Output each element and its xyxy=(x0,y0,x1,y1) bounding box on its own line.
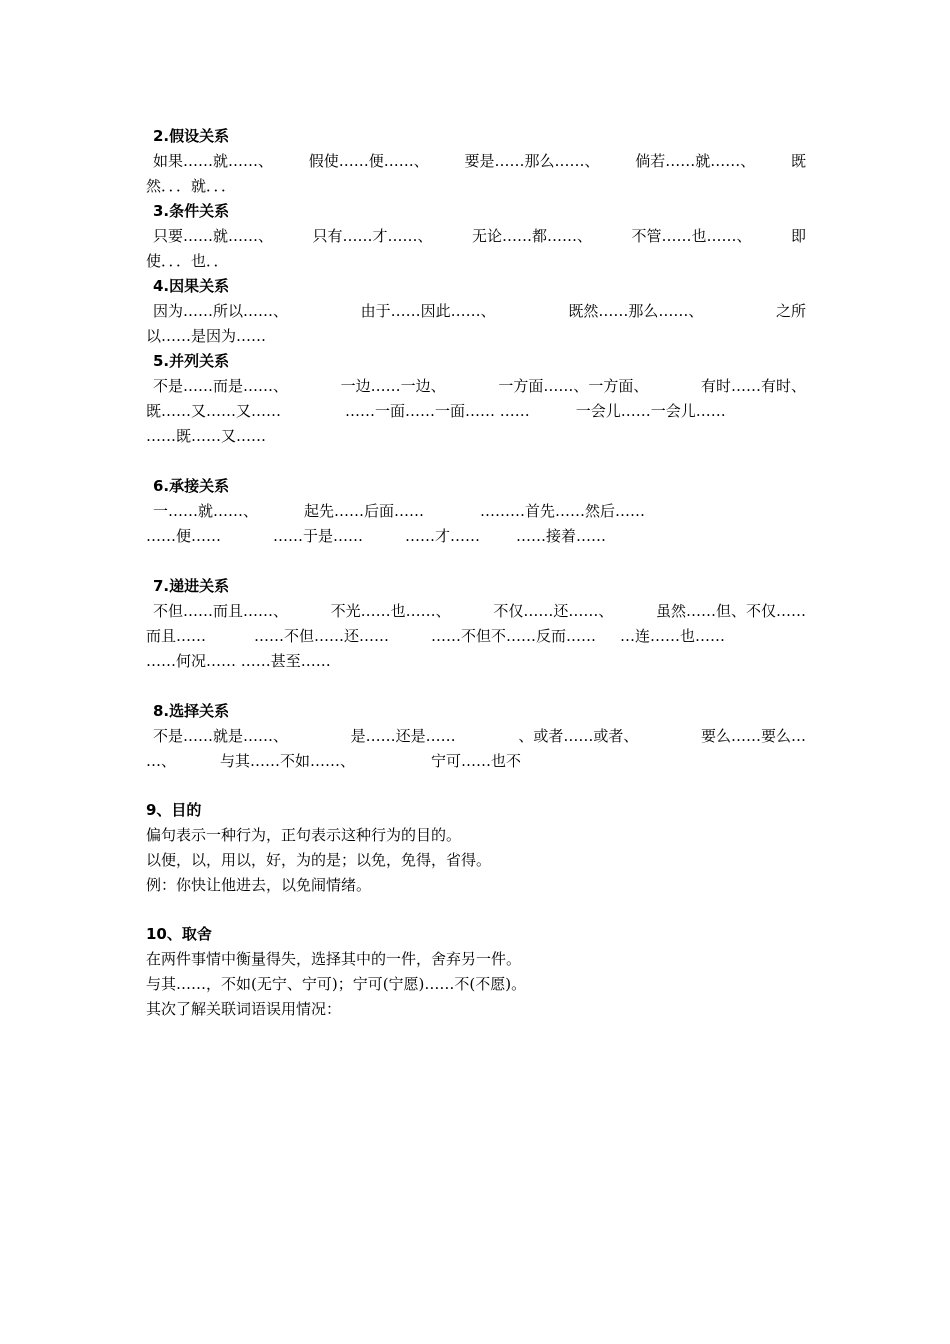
heading-hypothetical: 2.假设关系 xyxy=(153,127,230,145)
conjunction-item: …、 xyxy=(146,752,177,770)
purpose-line: 例：你快让他进去，以免闹情绪。 xyxy=(146,876,372,894)
progressive-line-2 xyxy=(146,624,806,649)
conjunction-item: 无论……都……、 xyxy=(471,227,592,245)
conjunction-item: 是……还是…… xyxy=(350,727,456,745)
conjunction-item: 如果……就……、 xyxy=(153,152,274,170)
conjunction-item: 不是……而是……、 xyxy=(153,377,289,395)
conjunction-item: 起先……后面…… xyxy=(304,502,425,520)
conjunction-item: 有时……有时、 xyxy=(700,377,806,395)
conjunction-item: 不管……也……、 xyxy=(631,227,752,245)
conjunction-item: …连……也…… xyxy=(620,627,726,645)
heading-purpose: 9、目的 xyxy=(146,801,202,819)
hypothetical-line-1 xyxy=(146,149,806,174)
conjunction-item: 因为……所以……、 xyxy=(153,302,289,320)
progressive-line-1 xyxy=(146,599,806,624)
conjunction-item: 只有……才……、 xyxy=(312,227,433,245)
conjunction-item: 既然……那么……、 xyxy=(568,302,704,320)
heading-causal: 4.因果关系 xyxy=(153,277,230,295)
conjunction-item: 即 xyxy=(790,227,806,245)
conjunction-item: 既……又……又…… xyxy=(146,402,282,420)
causal-line-1 xyxy=(146,299,806,324)
conjunction-item: 一……就……、 xyxy=(153,502,259,520)
alternative-line-2 xyxy=(146,749,806,774)
conjunction-item: 虽然……但、不仅…… xyxy=(655,602,806,620)
alternative-line-1 xyxy=(146,724,806,749)
conjunction-item: 不是……就是……、 xyxy=(153,727,289,745)
conjunction-item: ……便…… xyxy=(146,527,222,545)
conjunction-item: 不但……而且……、 xyxy=(153,602,289,620)
conjunction-item: 不光……也……、 xyxy=(330,602,451,620)
conjunction-item: 一方面……、一方面、 xyxy=(498,377,649,395)
heading-alternative: 8.选择关系 xyxy=(153,702,230,720)
heading-progressive: 7.递进关系 xyxy=(153,577,230,595)
conjunction-item: ……一面……一面…… …… xyxy=(345,402,530,420)
conjunction-item: 假使……便……、 xyxy=(308,152,429,170)
parallel-line-3: ……既……又…… xyxy=(146,427,267,445)
heading-choice: 10、取舍 xyxy=(146,925,212,943)
conjunction-item: ……才…… xyxy=(405,527,481,545)
conditional-line-1 xyxy=(146,224,806,249)
purpose-line: 偏句表示一种行为，正句表示这种行为的目的。 xyxy=(146,826,462,844)
conjunction-item: ……于是…… xyxy=(273,527,364,545)
conjunction-item: 一边……一边、 xyxy=(340,377,446,395)
conjunction-item: 要么……要么… xyxy=(700,727,806,745)
choice-line: 在两件事情中衡量得失，选择其中的一件，舍弃另一件。 xyxy=(146,950,522,968)
conjunction-item: 既 xyxy=(790,152,806,170)
progressive-line-3: ……何况…… ……甚至…… xyxy=(146,652,331,670)
sequential-line-2 xyxy=(146,524,806,549)
conjunction-item: ……不但不……反而…… xyxy=(431,627,597,645)
conjunction-item: 宁可……也不 xyxy=(431,752,522,770)
conjunction-item: ……接着…… xyxy=(516,527,607,545)
choice-line: 与其……，不如(无宁、宁可)；宁可(宁愿)……不(不愿)。 xyxy=(146,975,527,993)
conjunction-item: 只要……就……、 xyxy=(153,227,274,245)
hypothetical-line-2: 然．．．就．．． xyxy=(146,177,237,195)
conjunction-item: 要是……那么……、 xyxy=(464,152,600,170)
sequential-line-1 xyxy=(146,499,806,524)
causal-line-2: 以……是因为…… xyxy=(146,327,267,345)
conjunction-item: 、或者……或者、 xyxy=(518,727,639,745)
conjunction-item: 一会儿……一会儿…… xyxy=(575,402,726,420)
conjunction-item: 而且…… xyxy=(146,627,207,645)
parallel-line-1 xyxy=(146,374,806,399)
heading-conditional: 3.条件关系 xyxy=(153,202,230,220)
conditional-line-2: 使．．．也．． xyxy=(146,252,229,270)
conjunction-item: 之所 xyxy=(775,302,806,320)
heading-sequential: 6.承接关系 xyxy=(153,477,230,495)
conjunction-item: ………首先……然后…… xyxy=(480,502,646,520)
purpose-line: 以便，以，用以，好，为的是；以免，免得，省得。 xyxy=(146,851,492,869)
conjunction-item: 不仅……还……、 xyxy=(493,602,614,620)
parallel-line-2 xyxy=(146,399,806,424)
conjunction-item: 由于……因此……、 xyxy=(360,302,496,320)
heading-parallel: 5.并列关系 xyxy=(153,352,230,370)
conjunction-item: ……不但……还…… xyxy=(254,627,390,645)
conjunction-item: 倘若……就……、 xyxy=(635,152,756,170)
choice-line: 其次了解关联词语误用情况： xyxy=(146,1000,342,1018)
conjunction-item: 与其……不如……、 xyxy=(220,752,356,770)
